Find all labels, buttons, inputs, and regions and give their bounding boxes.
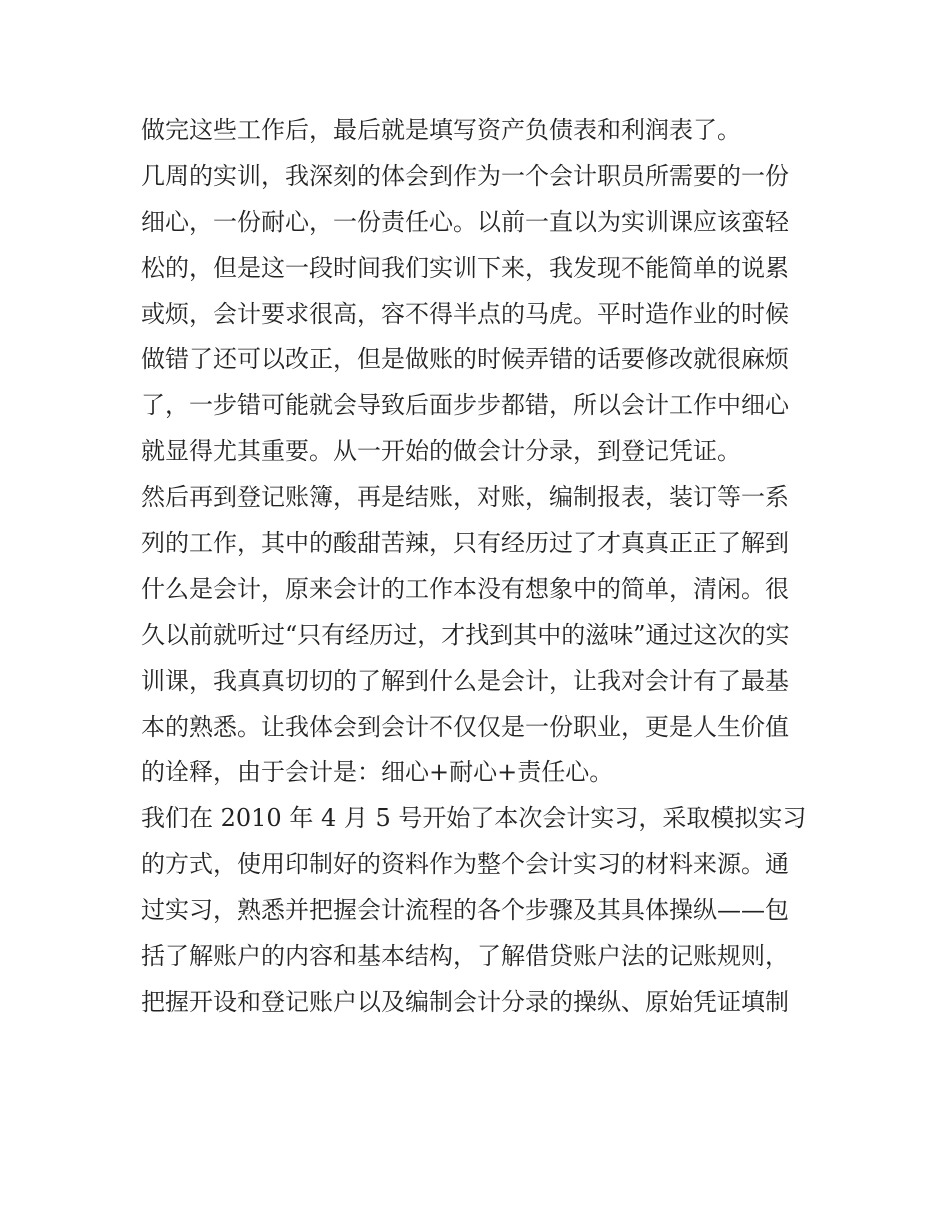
text-line: 就显得尤其重要。从一开始的做会计分录，到登记凭证。 [141, 437, 741, 466]
text-line: 过实习，熟悉并把握会计流程的各个步骤及其具体操纵——包 [141, 896, 789, 925]
text-line: 了，一步错可能就会导致后面步步都错，所以会计工作中细心 [141, 391, 789, 420]
text-line: 松的，但是这一段时间我们实训下来，我发现不能简单的说累 [141, 253, 789, 282]
body-text [141, 108, 821, 1026]
text-line: 的方式，使用印制好的资料作为整个会计实习的材料来源。通 [141, 850, 789, 879]
text-line: 什么是会计，原来会计的工作本没有想象中的简单，清闲。很 [141, 574, 789, 603]
text-line: 括了解账户的内容和基本结构，了解借贷账户法的记账规则， [141, 942, 789, 971]
text-line: 我们在 2010 年 4 月 5 号开始了本次会计实习，采取模拟实习 [141, 804, 807, 833]
text-line: 几周的实训，我深刻的体会到作为一个会计职员所需要的一份 [141, 161, 789, 190]
text-line: 把握开设和登记账户以及编制会计分录的操纵、原始凭证填制 [141, 987, 789, 1016]
text-line: 或烦，会计要求很高，容不得半点的马虎。平时造作业的时候 [141, 299, 789, 328]
text-line: 列的工作，其中的酸甜苦辣，只有经历过了才真真正正了解到 [141, 529, 789, 558]
text-line: 的诠释，由于会计是：细心+耐心+责任心。 [141, 758, 614, 787]
text-line: 然后再到登记账簿，再是结账，对账，编制报表，装订等一系 [141, 483, 789, 512]
text-line: 细心，一份耐心，一份责任心。以前一直以为实训课应该蛮轻 [141, 207, 789, 236]
text-line: 做完这些工作后，最后就是填写资产负债表和利润表了。 [141, 116, 741, 144]
text-line: 久以前就听过“只有经历过，才找到其中的滋味”通过这次的实 [141, 620, 790, 649]
text-line: 本的熟悉。让我体会到会计不仅仅是一份职业，更是人生价值 [141, 712, 789, 741]
text-line: 训课，我真真切切的了解到什么是会计，让我对会计有了最基 [141, 666, 789, 695]
text-line: 做错了还可以改正，但是做账的时候弄错的话要修改就很麻烦 [141, 345, 789, 374]
